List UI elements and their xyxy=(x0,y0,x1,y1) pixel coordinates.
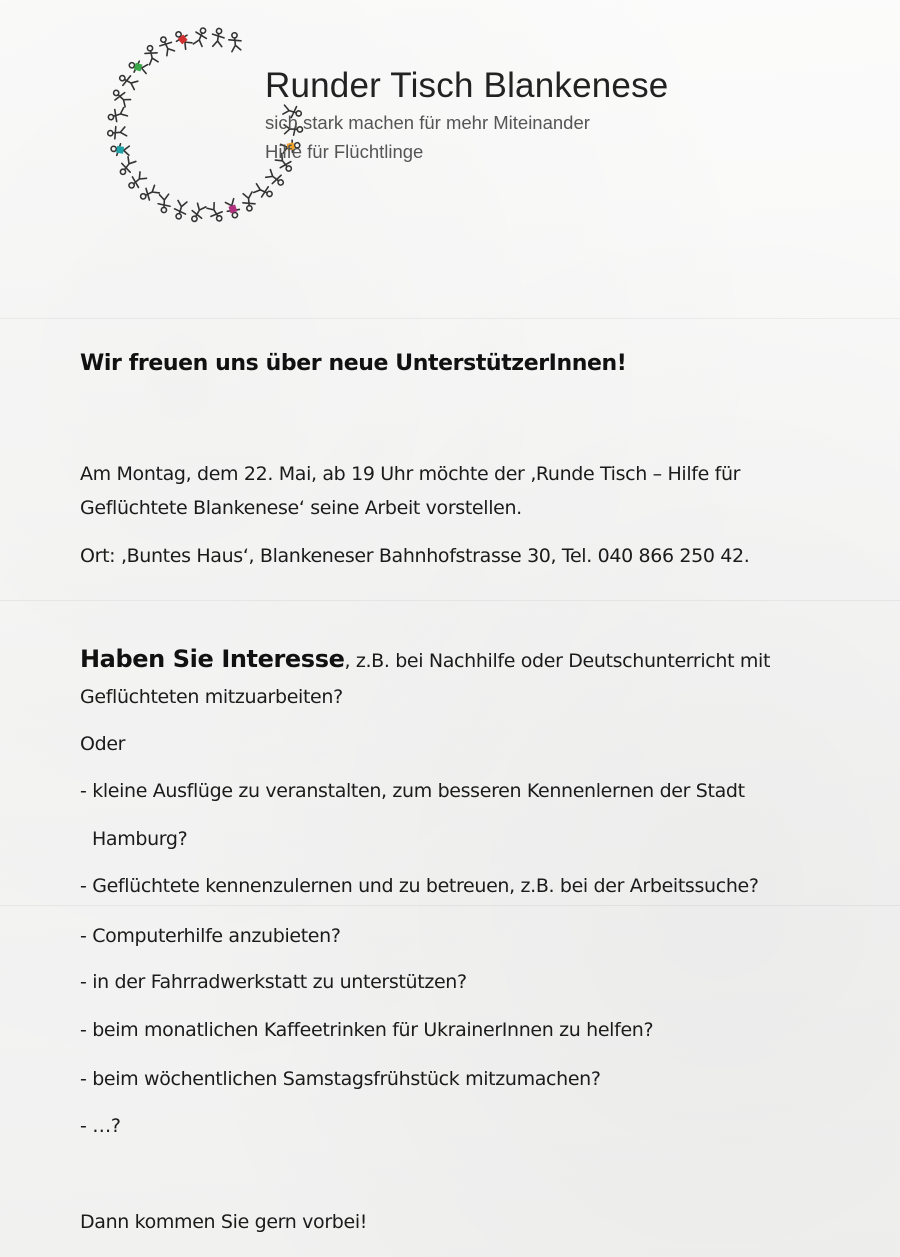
logo-figure xyxy=(157,35,176,57)
logo-figure xyxy=(264,168,286,189)
paper-crease xyxy=(0,600,900,601)
logo-figure xyxy=(211,28,226,48)
logo-figure xyxy=(144,44,160,65)
logo-figure xyxy=(172,29,193,51)
list-item: - beim monatlichen Kaffeetrinken für UkrainerInnen zu helfen? xyxy=(80,1019,654,1041)
logo-figure xyxy=(206,202,226,224)
logo-figure xyxy=(117,72,139,92)
logo-figure xyxy=(138,184,160,203)
logo-figure xyxy=(228,32,242,52)
interest-lead-bold: Haben Sie Interesse xyxy=(80,645,345,673)
logo-figure xyxy=(158,194,171,213)
logo-figure xyxy=(191,26,209,48)
logo-figure xyxy=(242,192,256,212)
headline: Wir freuen uns über neue UnterstützerInnen! xyxy=(80,351,627,376)
logo-figure xyxy=(117,155,138,177)
interest-lead-rest: , z.B. bei Nachhilfe oder Deutschunterricht mit xyxy=(344,650,771,672)
paper-crease xyxy=(0,318,900,319)
org-name: Runder Tisch Blankenese xyxy=(265,66,669,105)
intro-line: Am Montag, dem 22. Mai, ab 19 Uhr möchte der ‚Runde Tisch – Hilfe für xyxy=(80,463,741,485)
org-subtitle-2: Hilfe für Flüchtlinge xyxy=(265,141,424,162)
interest-lead-line-2: Geflüchteten mitzuarbeiten? xyxy=(80,686,343,708)
list-item: - beim wöchentlichen Samstagsfrühstück mitzumachen? xyxy=(80,1068,601,1090)
logo-figure xyxy=(110,143,130,158)
intro-line-2: Geflüchtete Blankenese‘ seine Arbeit vorstellen. xyxy=(80,497,522,519)
list-item: - kleine Ausflüge zu veranstalten, zum besseren Kennenlernen der Stadt xyxy=(80,780,745,802)
logo-figure xyxy=(126,171,148,192)
list-item: - Geflüchtete kennenzulernen und zu betreuen, z.B. bei der Arbeitssuche? xyxy=(80,875,759,897)
list-item-continuation: Hamburg? xyxy=(92,828,188,850)
logo-figure xyxy=(252,182,274,200)
list-item: - Computerhilfe anzubieten? xyxy=(80,925,341,947)
logo-figure xyxy=(172,199,189,220)
logo-figure xyxy=(107,106,128,123)
logo-figure xyxy=(110,87,132,108)
logo-figure xyxy=(224,198,241,219)
location-line: Ort: ‚Buntes Haus‘, Blankeneser Bahnhofstrasse 30, Tel. 040 866 250 42. xyxy=(80,545,750,567)
org-subtitle: sich stark machen für mehr Miteinander xyxy=(265,112,590,133)
logo-figure xyxy=(188,202,208,224)
interest-lead xyxy=(80,645,770,673)
list-item: - …? xyxy=(80,1115,121,1137)
closing-line: Dann kommen Sie gern vorbei! xyxy=(80,1211,368,1233)
logo-figure xyxy=(128,59,149,76)
paper-crease xyxy=(0,905,900,906)
list-item: - in der Fahrradwerkstatt zu unterstützen? xyxy=(80,971,467,993)
oder-label: Oder xyxy=(80,733,126,755)
logo-figure xyxy=(107,126,127,140)
